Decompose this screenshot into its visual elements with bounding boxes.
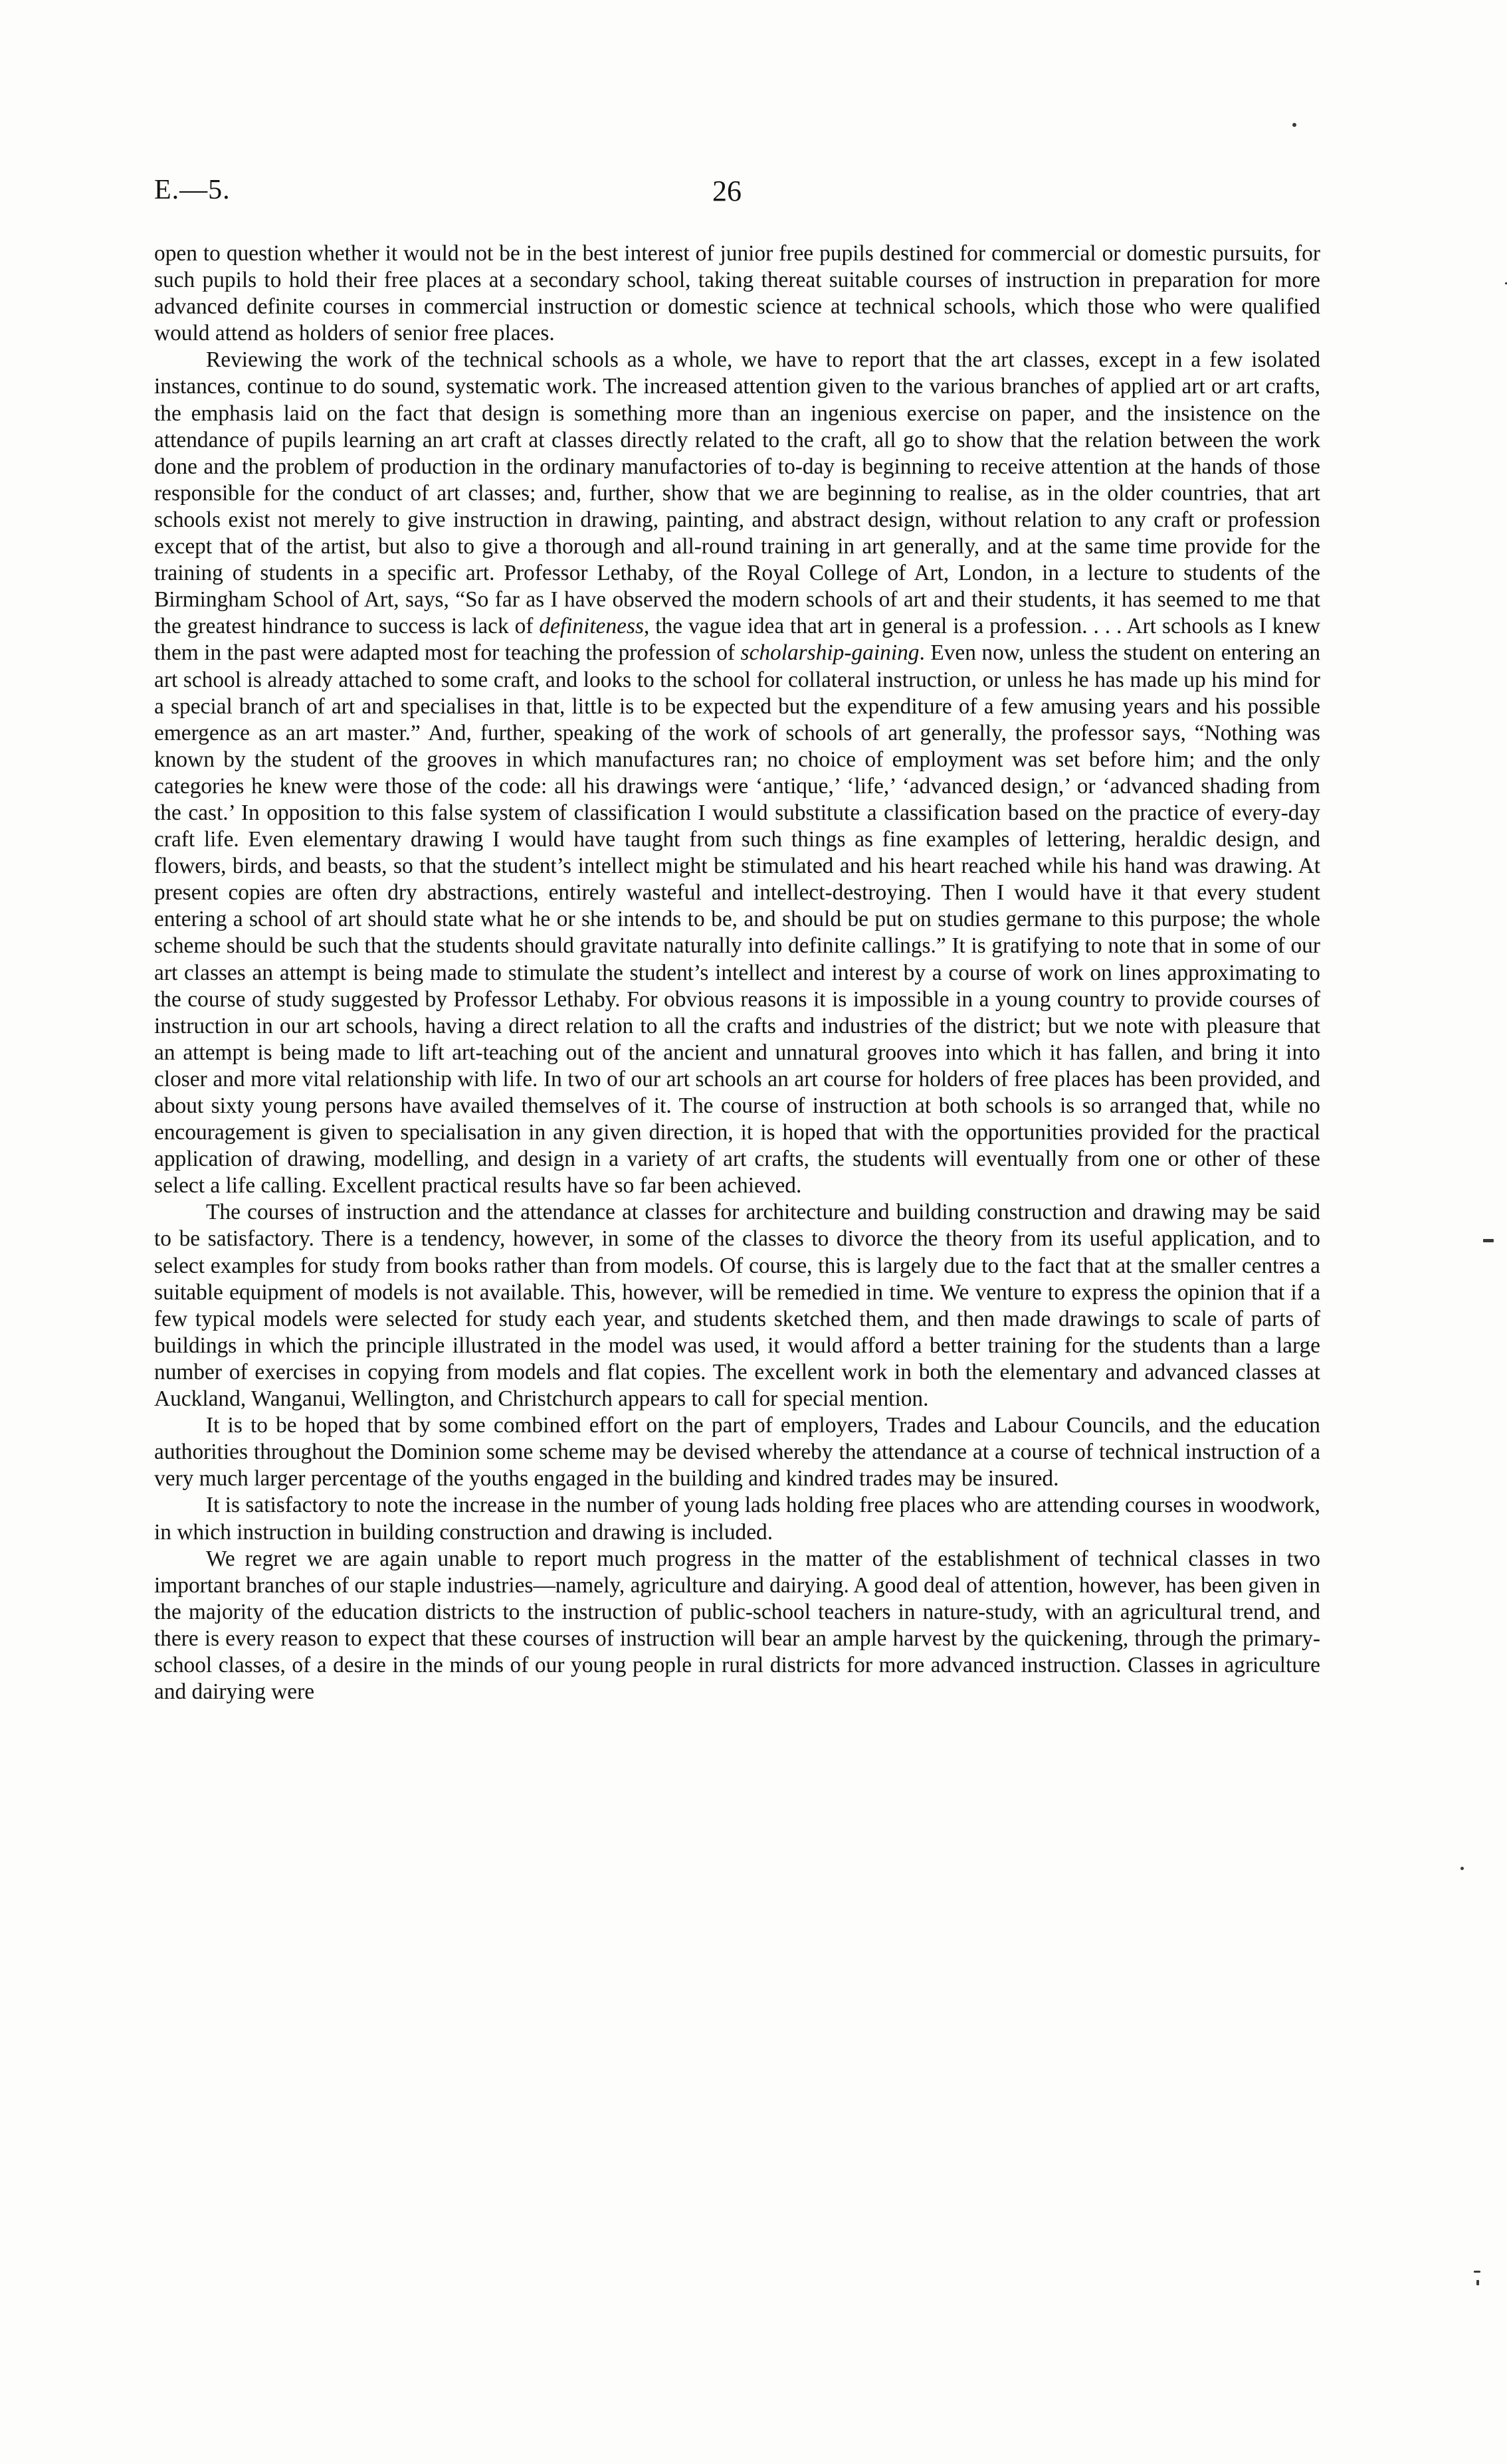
scan-speck [1292,123,1296,127]
paragraph [154,1412,1320,1492]
series-reference: E.—5. [154,175,231,205]
paragraph [154,240,1320,347]
scan-speck [1474,2271,1480,2273]
paragraph [154,1199,1320,1412]
text-run: It is to be hoped that by some combined effort on the part of employers, Trades and Labour Councils, and the education authorities throughout the Dominion some scheme may be devised whereby the attendance at a course of technical instruction of a very much larger percentage of the youths engaged in the building and kindred trades may be insured. [154,1413,1320,1491]
italic-text-run: scholarship-gaining [740,640,920,666]
scan-speck [1460,1867,1464,1870]
text-run: , the vague idea that art in general is a profession. . . . Art schools as I knew them in the past were adapted most for teaching the profession of [154,614,1320,666]
paragraph [154,1546,1320,1706]
paragraph [154,1492,1320,1545]
body-text [154,240,1320,1705]
page-header [154,174,1320,221]
text-run: We regret we are again unable to report much progress in the matter of the establishment of technical classes in two important branches of our staple industries—namely, agriculture and dairying. A good deal of attention, however, has been given in the majority of the education districts to the instruction of public-school teachers in nature-study, with an agricultural trend, and there is every reason to expect that these courses of instruction will bear an ample harvest by the quickening, through the primary-school classes, of a desire in the minds of our young people in rural districts for more advanced instruction. Classes in agriculture and dairying were [154,1546,1320,1705]
scan-speck [1476,2280,1479,2285]
text-run: Reviewing the work of the technical schools as a whole, we have to report that the art classes, except in a few isolated instances, continue to do sound, systematic work. The increased attention given to the various branches of applied art or art crafts, the emphasis laid on the fact that design is something more than an ingenious exercise on paper, and the insistence on the attendance of pupils learning an art craft at classes directly related to the craft, all go to show that the relation between the work done and the problem of production in the ordinary manufactories of to-day is beginning to receive attention at the hands of those responsible for the conduct of art classes; and, further, show that we are beginning to realise, as in the older countries, that art schools exist not merely to give instruction in drawing, painting, and abstract design, without relation to any craft or profession except that of the artist, but also to give a thorough and all-round training in art generally, and at the same time provide for the training of students in a specific art. Professor Lethaby, of the Royal College of Art, London, in a lecture to students of the Birmingham School of Art, says, “So far as I have observed the modern schools of art and their students, it has seemed to me that the greatest hindrance to success is lack of [154,347,1320,639]
text-run: . Even now, unless the student on entering an art school is already attached to some craft, and looks to the school for collateral instruction, or unless he has made up his mind for a special branch of art and specialises in that, little is to be expected but the expenditure of a few amusing years and his possible emergence as an art master.” And, further, speaking of the work of schools of art generally, the professor says, “Nothing was known by the student of the grooves in which manufactures ran; no choice of employment was set before him; and the only categories he knew were those of the code: all his drawings were ‘antique,’ ‘life,’ ‘advanced design,’ or ‘advanced shading from the cast.’ In opposition to this false system of classification I would substitute a classification based on the practice of every-day craft life. Even elementary drawing I would have taught from such things as fine examples of lettering, heraldic design, and flowers, birds, and beasts, so that the student’s intellect might be stimulated and his heart reached while his hand was drawing. At present copies are often dry abstractions, entirely wasteful and intellect-destroying. Then I would have it that every student entering a school of art should state what he or she intends to be, and should be put on studies germane to this purpose; the whole scheme should be such that the students should gravitate naturally into definite callings.” It is gratifying to note that in some of our art classes an attempt is being made to stimulate the student’s intellect and interest by a course of work on lines approximating to the course of study suggested by Professor Lethaby. For obvious reasons it is impossible in a young country to provide courses of instruction in our art schools, having a direct relation to all the crafts and industries of the district; but we note with pleasure that an attempt is being made to lift art-teaching out of the ancient and unnatural grooves into which it has fallen, and bring it into closer and more vital relationship with life. In two of our art schools an art course for holders of free places has been provided, and about sixty young persons have availed themselves of it. The course of instruction at both schools is so arranged that, while no encouragement is given to specialisation in any given direction, it is hoped that with the opportunities provided for the practical application of drawing, modelling, and design in a variety of art crafts, the students will eventually from one or other of these select a life calling. Excellent practical results have so far been achieved. [154,640,1321,1198]
page-number: 26 [712,175,742,207]
italic-text-run: definiteness [539,614,644,639]
text-run: It is satisfactory to note the increase in the number of young lads holding free places who are attending courses in woodwork, in which instruction in building construction and drawing is included. [154,1493,1320,1545]
paragraph [154,347,1320,1199]
text-run: open to question whether it would not be in the best interest of junior free pupils destined for commercial or domestic pursuits, for such pupils to hold their free places at a secondary school, taking thereat suitable courses of instruction in preparation for more advanced definite courses in commercial instruction or domestic science at technical schools, which those who were qualified would attend as holders of senior free places. [154,241,1320,346]
text-run: The courses of instruction and the attendance at classes for architecture and building construction and drawing may be said to be satisfactory. There is a tendency, however, in some of the classes to divorce the theory from its useful application, and to select examples for study from books rather than from models. Of course, this is largely due to the fact that at the smaller centres a suitable equipment of models is not available. This, however, will be remedied in time. We venture to express the opinion that if a few typical models were selected for study each year, and students sketched them, and then made drawings to scale of parts of buildings in which the principle illustrated in the model was used, it would afford a better training for the students than a large number of exercises in copying from models and flat copies. The excellent work in both the elementary and advanced classes at Auckland, Wanganui, Wellington, and Christchurch appears to call for special mention. [154,1200,1320,1412]
scan-speck [1483,1239,1494,1242]
